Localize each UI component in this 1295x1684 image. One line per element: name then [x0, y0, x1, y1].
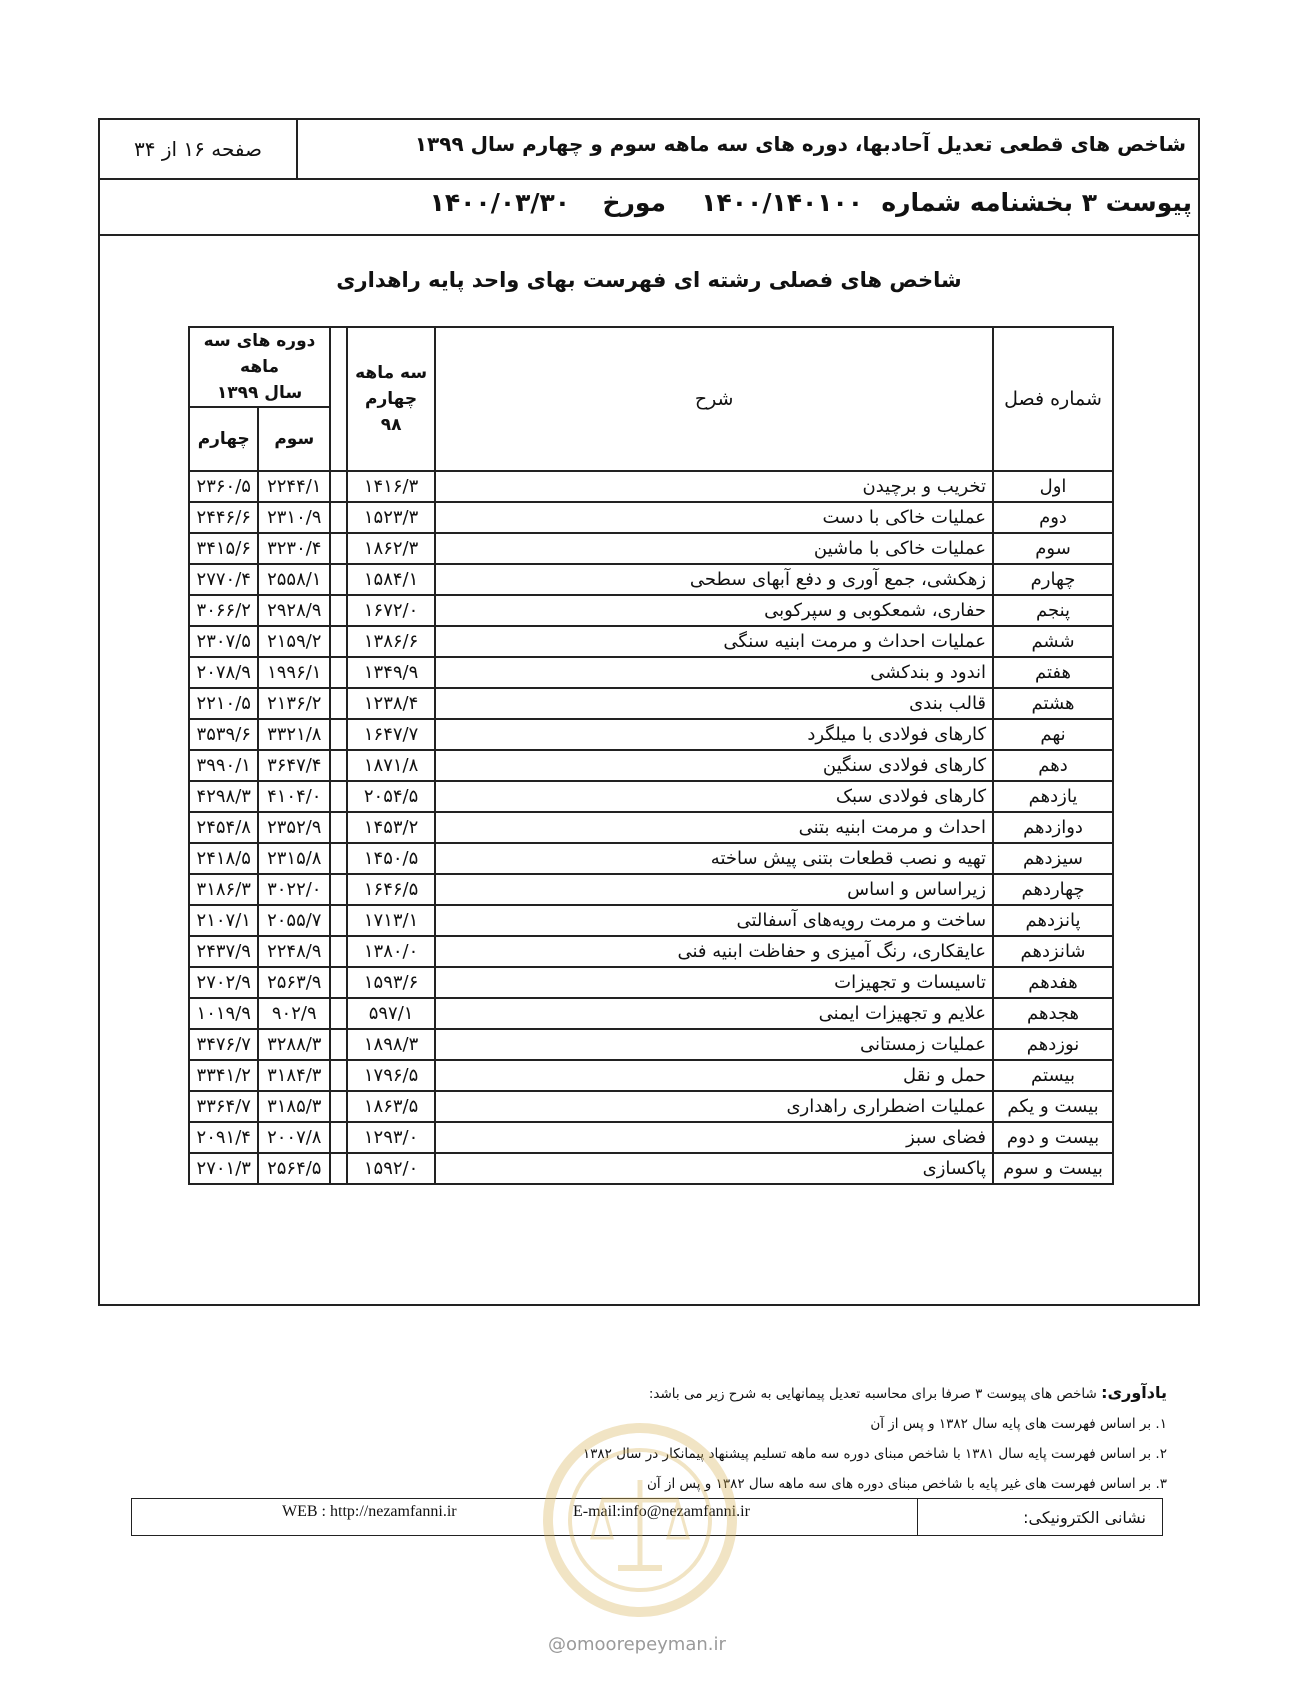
table-row [189, 998, 1113, 1029]
table-row [189, 936, 1113, 967]
header-base-line1: سه ماهه [355, 363, 428, 383]
cell-fasl: سیزدهم [993, 843, 1113, 874]
cell-spacer [330, 688, 347, 719]
table-row [189, 1153, 1113, 1184]
cell-fasl: بیست و سوم [993, 1153, 1113, 1184]
cell-spacer [330, 1029, 347, 1060]
cell-desc: عملیات زمستانی [435, 1029, 993, 1060]
cell-q3: ۳۶۴۷/۴ [258, 750, 330, 781]
table-row [189, 502, 1113, 533]
cell-fasl: پانزدهم [993, 905, 1113, 936]
cell-spacer [330, 874, 347, 905]
cell-q4: ۲۰۹۱/۴ [189, 1122, 258, 1153]
cell-q4: ۲۷۷۰/۴ [189, 564, 258, 595]
cell-q4: ۳۳۴۱/۲ [189, 1060, 258, 1091]
cell-q3: ۳۲۳۰/۴ [258, 533, 330, 564]
table-row [189, 657, 1113, 688]
cell-base: ۱۸۶۳/۵ [347, 1091, 435, 1122]
cell-q3: ۲۱۵۹/۲ [258, 626, 330, 657]
cell-spacer [330, 1060, 347, 1091]
cell-base: ۱۳۴۹/۹ [347, 657, 435, 688]
email-link[interactable]: info@nezamfanni.ir [620, 1503, 750, 1520]
cell-base: ۱۷۱۳/۱ [347, 905, 435, 936]
header-q3: سوم [258, 407, 330, 471]
cell-spacer [330, 657, 347, 688]
cell-desc: عملیات خاکی با ماشین [435, 533, 993, 564]
cell-q3: ۲۵۶۴/۵ [258, 1153, 330, 1184]
cell-base: ۱۷۹۶/۵ [347, 1060, 435, 1091]
table-row [189, 626, 1113, 657]
circular-number: ۱۴۰۰/۱۴۰۱۰۰ [701, 188, 863, 217]
cell-spacer [330, 564, 347, 595]
table-row [189, 533, 1113, 564]
cell-q4: ۲۷۰۱/۳ [189, 1153, 258, 1184]
cell-q4: ۲۴۱۸/۵ [189, 843, 258, 874]
cell-fasl: سوم [993, 533, 1113, 564]
cell-q3: ۹۰۲/۹ [258, 998, 330, 1029]
cell-fasl: بیستم [993, 1060, 1113, 1091]
cell-fasl: دهم [993, 750, 1113, 781]
cell-fasl: نوزدهم [993, 1029, 1113, 1060]
table-row [189, 688, 1113, 719]
table-title: شاخص های فصلی رشته ای فهرست بهای واحد پایه راهداری [336, 268, 962, 292]
cell-base: ۱۶۴۷/۷ [347, 719, 435, 750]
document-title: شاخص های قطعی تعدیل آحادبها، دوره های سه ماهه سوم و چهارم سال ۱۳۹۹ [414, 132, 1186, 156]
cell-q4: ۲۱۰۷/۱ [189, 905, 258, 936]
table-row [189, 471, 1113, 502]
table-row [189, 874, 1113, 905]
cell-desc: قالب بندی [435, 688, 993, 719]
cell-fasl: اول [993, 471, 1113, 502]
cell-base: ۵۹۷/۱ [347, 998, 435, 1029]
table-row [189, 843, 1113, 874]
cell-q3: ۲۹۲۸/۹ [258, 595, 330, 626]
cell-fasl: بیست و دوم [993, 1122, 1113, 1153]
cell-desc: کارهای فولادی سنگین [435, 750, 993, 781]
cell-base: ۱۵۸۴/۱ [347, 564, 435, 595]
table-row [189, 781, 1113, 812]
note-item: ۲. بر اساس فهرست پایه سال ۱۳۸۱ با شاخص مبنای دوره سه ماهه تسلیم پیشنهاد پیمانکار در سال ۱۳۸۲ [582, 1446, 1167, 1462]
notes-intro: شاخص های پیوست ۳ صرفا برای محاسبه تعدیل پیمانهایی به شرح زیر می باشد: [648, 1386, 1102, 1402]
cell-base: ۱۵۹۳/۶ [347, 967, 435, 998]
cell-desc: علایم و تجهیزات ایمنی [435, 998, 993, 1029]
cell-fasl: نهم [993, 719, 1113, 750]
cell-base: ۱۶۴۶/۵ [347, 874, 435, 905]
cell-fasl: هفتم [993, 657, 1113, 688]
notes-intro-line [167, 1378, 1167, 1409]
cell-spacer [330, 626, 347, 657]
cell-base: ۱۵۲۳/۳ [347, 502, 435, 533]
cell-q4: ۳۱۸۶/۳ [189, 874, 258, 905]
header-group [189, 327, 330, 407]
cell-q3: ۲۲۴۸/۹ [258, 936, 330, 967]
cell-desc: تاسیسات و تجهیزات [435, 967, 993, 998]
web-link[interactable]: WEB : http://nezamfanni.ir [282, 1503, 457, 1520]
header-base-line2: چهارم ۹۸ [365, 389, 418, 435]
cell-base: ۱۶۷۲/۰ [347, 595, 435, 626]
table-row [189, 1060, 1113, 1091]
cell-desc: عملیات اضطراری راهداری [435, 1091, 993, 1122]
header-q4: چهارم [189, 407, 258, 471]
header-desc: شرح [435, 327, 993, 471]
cell-q3: ۲۰۰۷/۸ [258, 1122, 330, 1153]
cell-fasl: دوم [993, 502, 1113, 533]
note-item: ۱. بر اساس فهرست های پایه سال ۱۳۸۲ و پس از آن [870, 1416, 1167, 1432]
cell-q4: ۳۵۳۹/۶ [189, 719, 258, 750]
page-number: صفحه ۱۶ از ۳۴ [100, 120, 298, 178]
cell-q3: ۱۹۹۶/۱ [258, 657, 330, 688]
cell-q4: ۲۳۰۷/۵ [189, 626, 258, 657]
cell-desc: زهکشی، جمع آوری و دفع آبهای سطحی [435, 564, 993, 595]
table-row [189, 1029, 1113, 1060]
cell-q3: ۳۱۸۵/۳ [258, 1091, 330, 1122]
table-row [189, 1091, 1113, 1122]
table-row [189, 905, 1113, 936]
cell-q4: ۲۷۰۲/۹ [189, 967, 258, 998]
cell-desc: تخریب و برچیدن [435, 471, 993, 502]
cell-base: ۱۵۹۲/۰ [347, 1153, 435, 1184]
cell-fasl: هفدهم [993, 967, 1113, 998]
cell-q3: ۲۱۳۶/۲ [258, 688, 330, 719]
cell-q4: ۳۹۹۰/۱ [189, 750, 258, 781]
cell-q4: ۳۴۷۶/۷ [189, 1029, 258, 1060]
circular-row [100, 180, 1198, 236]
cell-base: ۱۸۹۸/۳ [347, 1029, 435, 1060]
cell-q4: ۳۳۶۴/۷ [189, 1091, 258, 1122]
cell-q4: ۲۳۶۰/۵ [189, 471, 258, 502]
table-row [189, 812, 1113, 843]
cell-spacer [330, 905, 347, 936]
cell-desc: عملیات احداث و مرمت ابنیه سنگی [435, 626, 993, 657]
cell-spacer [330, 843, 347, 874]
cell-q4: ۲۴۴۶/۶ [189, 502, 258, 533]
cell-spacer [330, 812, 347, 843]
header-group-line2: سال ۱۳۹۹ [216, 383, 303, 403]
cell-desc: فضای سبز [435, 1122, 993, 1153]
header-fasl: شماره فصل [993, 327, 1113, 471]
cell-base: ۱۴۱۶/۳ [347, 471, 435, 502]
cell-spacer [330, 719, 347, 750]
cell-fasl: هجدهم [993, 998, 1113, 1029]
header-row [100, 120, 1198, 180]
cell-desc: زیراساس و اساس [435, 874, 993, 905]
circular-label: پیوست ۳ بخشنامه شماره [881, 188, 1192, 217]
email-label: E-mail: [573, 1503, 621, 1520]
cell-base: ۲۰۵۴/۵ [347, 781, 435, 812]
cell-q4: ۲۴۵۴/۸ [189, 812, 258, 843]
cell-desc: کارهای فولادی با میلگرد [435, 719, 993, 750]
cell-fasl: ششم [993, 626, 1113, 657]
cell-q3: ۲۵۶۳/۹ [258, 967, 330, 998]
table-row [189, 564, 1113, 595]
table-row [189, 719, 1113, 750]
table-row [189, 967, 1113, 998]
cell-q3: ۲۲۴۴/۱ [258, 471, 330, 502]
cell-desc: ساخت و مرمت رویه‌های آسفالتی [435, 905, 993, 936]
cell-desc: احداث و مرمت ابنیه بتنی [435, 812, 993, 843]
cell-base: ۱۳۸۶/۶ [347, 626, 435, 657]
address-label: نشانی الکترونیکی: [917, 1499, 1162, 1535]
cell-q3: ۴۱۰۴/۰ [258, 781, 330, 812]
cell-spacer [330, 1122, 347, 1153]
header-base [347, 327, 435, 471]
cell-fasl: هشتم [993, 688, 1113, 719]
cell-q4: ۱۰۱۹/۹ [189, 998, 258, 1029]
cell-desc: اندود و بندکشی [435, 657, 993, 688]
note-item: ۳. بر اساس فهرست های غیر پایه با شاخص مبنای دوره های سه ماهه سال ۱۳۸۲ و پس از آن [647, 1476, 1167, 1492]
cell-q4: ۲۲۱۰/۵ [189, 688, 258, 719]
cell-desc: حفاری، شمعکوبی و سپرکوبی [435, 595, 993, 626]
cell-fasl: چهارم [993, 564, 1113, 595]
cell-spacer [330, 750, 347, 781]
cell-q3: ۲۰۵۵/۷ [258, 905, 330, 936]
cell-q3: ۲۳۱۵/۸ [258, 843, 330, 874]
cell-desc: پاکسازی [435, 1153, 993, 1184]
cell-desc: تهیه و نصب قطعات بتنی پیش ساخته [435, 843, 993, 874]
cell-spacer [330, 1153, 347, 1184]
header-spacer [330, 327, 347, 471]
cell-base: ۱۴۵۰/۵ [347, 843, 435, 874]
cell-fasl: شانزدهم [993, 936, 1113, 967]
cell-base: ۱۲۳۸/۴ [347, 688, 435, 719]
cell-q4: ۲۰۷۸/۹ [189, 657, 258, 688]
cell-q3: ۳۰۲۲/۰ [258, 874, 330, 905]
cell-desc: کارهای فولادی سبک [435, 781, 993, 812]
index-table [188, 326, 1114, 1185]
cell-spacer [330, 781, 347, 812]
cell-spacer [330, 471, 347, 502]
table-row [189, 595, 1113, 626]
cell-spacer [330, 502, 347, 533]
cell-q3: ۳۳۲۱/۸ [258, 719, 330, 750]
cell-base: ۱۲۹۳/۰ [347, 1122, 435, 1153]
cell-base: ۱۸۶۲/۳ [347, 533, 435, 564]
table-row [189, 750, 1113, 781]
notes-lead: یادآوری: [1101, 1383, 1167, 1402]
cell-q4: ۲۴۳۷/۹ [189, 936, 258, 967]
cell-q4: ۳۴۱۵/۶ [189, 533, 258, 564]
cell-fasl: چهاردهم [993, 874, 1113, 905]
cell-q3: ۳۲۸۸/۳ [258, 1029, 330, 1060]
dated-label: مورخ [602, 188, 666, 217]
cell-spacer [330, 936, 347, 967]
cell-base: ۱۳۸۰/۰ [347, 936, 435, 967]
scales-seal-icon [540, 1420, 740, 1630]
cell-q3: ۲۳۱۰/۹ [258, 502, 330, 533]
cell-desc: عایقکاری، رنگ آمیزی و حفاظت ابنیه فنی [435, 936, 993, 967]
cell-q3: ۲۵۵۸/۱ [258, 564, 330, 595]
table-row [189, 1122, 1113, 1153]
circular-date: ۱۴۰۰/۰۳/۳۰ [429, 188, 570, 217]
cell-fasl: یازدهم [993, 781, 1113, 812]
cell-spacer [330, 967, 347, 998]
cell-spacer [330, 533, 347, 564]
cell-fasl: پنجم [993, 595, 1113, 626]
cell-fasl: بیست و یکم [993, 1091, 1113, 1122]
cell-q3: ۲۳۵۲/۹ [258, 812, 330, 843]
page-frame [98, 118, 1200, 1306]
watermark-handle: @omoorepeyman.ir [548, 1634, 726, 1655]
cell-q3: ۳۱۸۴/۳ [258, 1060, 330, 1091]
header-group-line1: دوره های سه ماهه [203, 331, 316, 377]
cell-spacer [330, 595, 347, 626]
cell-base: ۱۸۷۱/۸ [347, 750, 435, 781]
cell-q4: ۳۰۶۶/۲ [189, 595, 258, 626]
cell-desc: عملیات خاکی با دست [435, 502, 993, 533]
cell-spacer [330, 1091, 347, 1122]
cell-q4: ۴۲۹۸/۳ [189, 781, 258, 812]
cell-desc: حمل و نقل [435, 1060, 993, 1091]
cell-spacer [330, 998, 347, 1029]
cell-base: ۱۴۵۳/۲ [347, 812, 435, 843]
cell-fasl: دوازدهم [993, 812, 1113, 843]
